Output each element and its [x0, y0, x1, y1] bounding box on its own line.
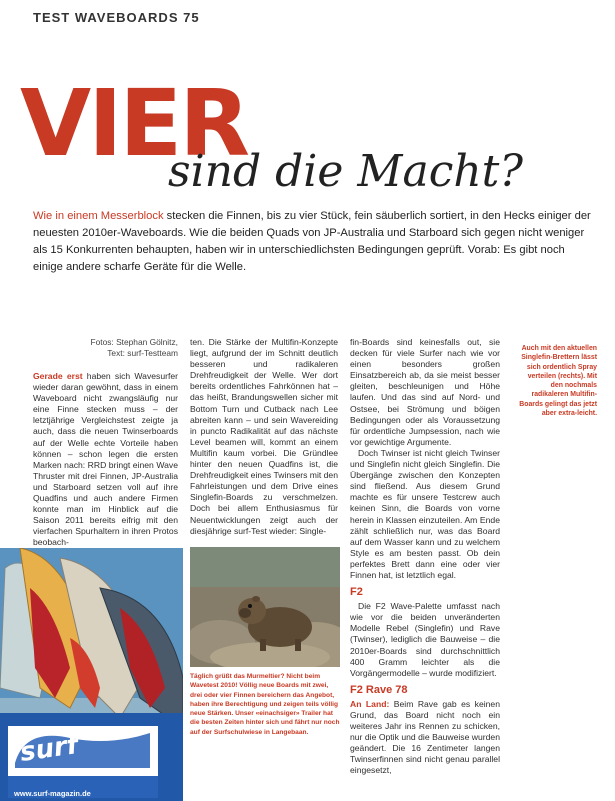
lead-paragraph [33, 208, 593, 276]
column3-paragraph-3: Die F2 Wave-Palette umfasst nach wie vor die beiden unveränderten Modelle Rebel (Singlefin) und Rave (Twinser), lediglich die Bauweise – die 2010er-Boards sind durchschnittlich 400 Gramm leichter als die Vorgängermodelle – wurde modifiziert. [350, 601, 500, 678]
lead-highlight: Wie in einem Messerblock [33, 210, 164, 222]
credit-photos: Fotos: Stephan Gölnitz, [90, 337, 178, 347]
column3-paragraph-1: fin-Boards sind keinesfalls out, sie decken für viele Surfer nach wie vor einen besonders großen Einsatzbereich ab, da sie meist besser gleiten, beschleunigen und Höhe laufen. Und das sind auf Nord- und Ostsee, bei Strömung und böigen Bedingungen oder als Voraussetzung für ordentliche Jumpsession, nach wie vor gewichtige Argumente. [350, 337, 500, 447]
subheading-f2-rave: F2 Rave 78 [350, 683, 408, 696]
column3-paragraph-4-start: An Land: [350, 698, 390, 709]
article-column-3 [350, 337, 500, 777]
hyrax-illustration [190, 547, 340, 667]
article-column-1 [33, 371, 178, 549]
surf-url: www.surf-magazin.de [14, 789, 91, 798]
page-number: 75 [183, 10, 200, 25]
column1-start: Gerade erst [33, 371, 83, 381]
subheading-f2: F2 [350, 586, 363, 599]
column3-paragraph-2: Doch Twinser ist nicht gleich Twinser und Singlefin nicht gleich Singlefin. Die Übergänge zwischen den Konzepten sind fließend. Aus diesem Grund machte es für unsere Testcrew auch keinen Sinn, die Boards von vorne herein in Klassen einzuteilen. Am Ende zählt schließlich nur, was das Board auf dem Wasser kann und zu welchem Style es am besten passt. Ob dein perfektes Brett dann eine oder vier Finnen hat, ist letztlich egal. [350, 447, 500, 580]
lead-text: stecken die Finnen, bis zu vier Stück, fein säuberlich sortiert, in den Hecks einiger der neuesten 2010er-Waveboards. Wie die beiden Quads von JP-Australia und Starboard sich gegen nicht weniger als 15 Konkurrenten behaupten, haben wir in unterschiedlichsten Bedingungen geprüft. Vorab: Es gibt noch einige andere scharfe Geräte für die Welle. [33, 210, 591, 273]
column1-text: haben sich Wavesurfer wieder daran gewöhnt, dass in einem Waveboard nicht zwangsläufig nur eine Finne stecken muss – der letztjährige Vergleichstest zeigte ja auch, dass die neuen Twinserboards auf der Welle echte Vorteile haben können – schon legen die ersten Marken nach: RRD bringt einen Wave Thruster mit drei Finnen, JP-Australia und Starboard setzen voll auf ihre Quadfins und auch andere Firmen konnte man im Hinblick auf die Saison 2011 bereits eifrig mit den vierfachen Spurhaltern in ihren Protos beobach- [33, 371, 178, 548]
photo-rock-hyrax [190, 547, 340, 667]
photo-credits [33, 337, 178, 359]
photo-caption-middle: Täglich grüßt das Murmeltier? Nicht beim Wavetest 2010! Völlig neue Boards mit zwei, drei oder vier Finnen bereichern das Angebot, haben ihre Berechtigung und zeigen teils völlig neue Stärken. Unser «einachsiger» Trailer hat die besten Zeiten hinter sich und fährt nur noch auf der Surfschulwiese in Langebaan. [190, 673, 340, 736]
surf-logo: surf [18, 730, 80, 768]
credit-text: Text: surf-Testteam [107, 348, 178, 358]
column3-paragraph-4: Beim Rave gab es keinen Grund, das Board nicht noch ein weiteres Jahr ins Rennen zu schicken, nur die Optik und die Bauweise wurden geändert. Die 16 Zentimeter langen Twinserfinnen sind nicht genau parallel eingesetzt, [350, 698, 500, 776]
section-label: TEST WAVEBOARDS [33, 10, 179, 25]
section-header [33, 10, 200, 25]
column2-text: ten. Die Stärke der Multifin-Konzepte liegt, aufgrund der im Schnitt deutlich besseren und radikaleren Drehfreudigkeit der Welle. Wer dort bereits ordentliches Fahrkönnen hat – das heißt, Brandungswellen sicher mit Bottom Turn und Cutback nach Lee abreiten kann – und sein Wavereiding in puncto Radikalität auf das nächste Level beamen will, kommt an einem Multifin kaum vorbei. Die Gründlee hinter den neuen Quadfins ist, die Drehfreudigkeit eines Twinsers mit den Fahrleistungen und dem Drive eines Singlefin-Boards zu verschmelzen. Doch bei allem Enthusiasmus für Neuentwicklungen zeigt auch der diesjährige surf-Test wieder: Single- [190, 337, 338, 536]
headline-sub: sind die Macht? [168, 146, 523, 197]
headline-main: VIER [20, 70, 248, 177]
photo-boards-trailer [0, 548, 183, 801]
article-column-2 [190, 337, 338, 537]
photo-caption-right: Auch mit den aktuellen Singlefin-Brettern lässt sich ordentlich Spray verteilen (rechts). Mit den nochmals radikaleren Multifin-Boards gelingt das jetzt aber extra-leicht. [519, 345, 597, 418]
